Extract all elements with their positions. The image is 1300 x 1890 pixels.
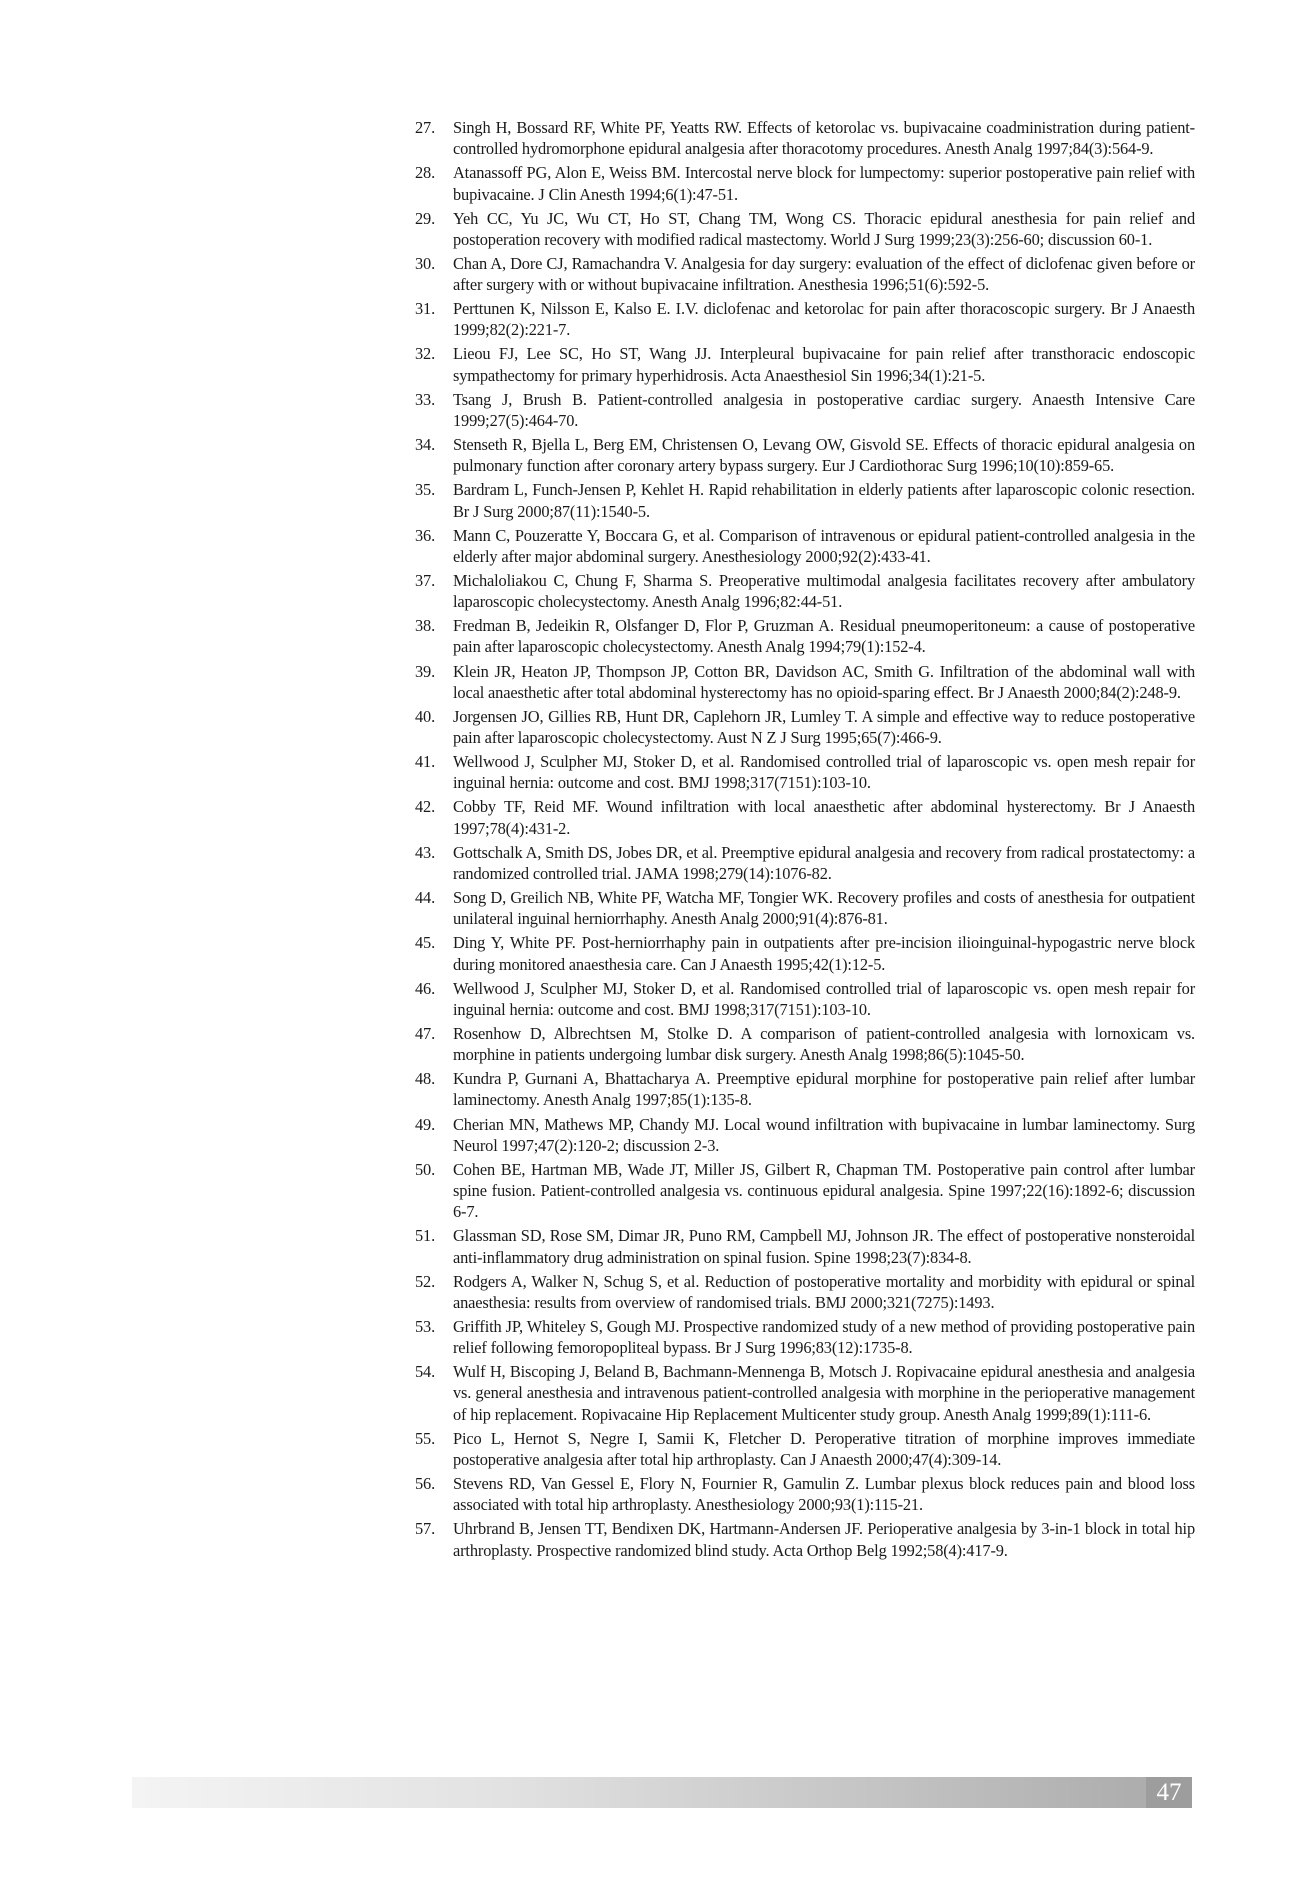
reference-text: Wellwood J, Sculpher MJ, Stoker D, et al. Randomised controlled trial of laparoscopic vs. open mesh repair for inguinal hernia: outcome and cost. BMJ 1998;317(7151):103-10. [453, 752, 1195, 793]
reference-number: 28. [415, 163, 436, 183]
reference-item [415, 751, 1195, 793]
reference-number: 37. [415, 570, 436, 590]
reference-text: Stenseth R, Bjella L, Berg EM, Christensen O, Levang OW, Gisvold SE. Effects of thoracic epidural analgesia on pulmonary function after coronary artery bypass surgery. Eur J Cardiothorac Surg 1996;10(10):859-65. [453, 435, 1195, 476]
reference-item [415, 932, 1195, 974]
reference-number: 30. [415, 253, 436, 273]
reference-number: 34. [415, 435, 436, 455]
reference-item [415, 389, 1195, 431]
reference-item [415, 1361, 1195, 1425]
reference-item [415, 343, 1195, 385]
reference-item [415, 661, 1195, 703]
reference-text: Jorgensen JO, Gillies RB, Hunt DR, Caplehorn JR, Lumley T. A simple and effective way to reduce postoperative pain after laparoscopic cholecystectomy. Aust N Z J Surg 1995;65(7):466-9. [453, 706, 1195, 748]
reference-item [415, 615, 1195, 657]
reference-text: Perttunen K, Nilsson E, Kalso E. I.V. diclofenac and ketorolac for pain after thoracoscopic surgery. Br J Anaesth 1999;82(2):221-7. [453, 299, 1195, 340]
reference-text: Chan A, Dore CJ, Ramachandra V. Analgesia for day surgery: evaluation of the effect of diclofenac given before or after surgery with or without bupivacaine infiltration. Anesthesia 1996;51(6):592-5. [453, 253, 1195, 295]
reference-number: 40. [415, 706, 436, 726]
reference-item [415, 796, 1195, 838]
reference-text: Fredman B, Jedeikin R, Olsfanger D, Flor P, Gruzman A. Residual pneumoperitoneum: a cause of postoperative pain after laparoscopic cholecystectomy. Anesth Analg 1994;79(1):152-4. [453, 616, 1195, 657]
reference-item [415, 1518, 1195, 1560]
reference-item [415, 1023, 1195, 1065]
reference-text: Pico L, Hernot S, Negre I, Samii K, Fletcher D. Peroperative titration of morphine improves immediate postoperative analgesia after total hip arthroplasty. Can J Anaesth 2000;47(4):309-14. [453, 1428, 1195, 1469]
reference-item [415, 253, 1195, 295]
reference-item [415, 1068, 1195, 1110]
reference-text: Tsang J, Brush B. Patient-controlled analgesia in postoperative cardiac surgery. Anaesth Intensive Care 1999;27(5):464-70. [453, 389, 1195, 430]
reference-item [415, 117, 1195, 159]
reference-item [415, 298, 1195, 340]
reference-item [415, 525, 1195, 567]
reference-text: Cohen BE, Hartman MB, Wade JT, Miller JS, Gilbert R, Chapman TM. Postoperative pain control after lumbar spine fusion. Patient-controlled analgesia vs. continuous epidural analgesia. Spine 1997;22(16):1892-6; discussion 6-7. [453, 1159, 1195, 1222]
reference-number: 50. [415, 1159, 436, 1179]
reference-number: 51. [415, 1226, 436, 1246]
reference-item [415, 434, 1195, 476]
reference-number: 43. [415, 842, 436, 862]
reference-text: Yeh CC, Yu JC, Wu CT, Ho ST, Chang TM, Wong CS. Thoracic epidural anesthesia for pain relief and postoperation recovery with modified radical mastectomy. World J Surg 1999;23(3):256-60; discussion 60-1. [453, 208, 1195, 249]
reference-item [415, 887, 1195, 929]
reference-number: 36. [415, 525, 436, 545]
reference-item [415, 1114, 1195, 1156]
reference-list [415, 117, 1195, 1564]
reference-number: 42. [415, 797, 436, 817]
reference-text: Cobby TF, Reid MF. Wound infiltration with local anaesthetic after abdominal hysterectomy. Br J Anaesth 1997;78(4):431-2. [453, 797, 1195, 838]
reference-text: Uhrbrand B, Jensen TT, Bendixen DK, Hartmann-Andersen JF. Perioperative analgesia by 3-in-1 block in total hip arthroplasty. Prospective randomized blind study. Acta Orthop Belg 1992;58(4):417-9. [453, 1519, 1195, 1560]
reference-item [415, 1271, 1195, 1313]
reference-item [415, 162, 1195, 204]
reference-number: 33. [415, 389, 436, 409]
reference-text: Griffith JP, Whiteley S, Gough MJ. Prospective randomized study of a new method of providing postoperative pain relief following femoropopliteal bypass. Br J Surg 1996;83(12):1735-8. [453, 1316, 1195, 1358]
reference-item [415, 842, 1195, 884]
reference-number: 53. [415, 1316, 436, 1336]
reference-number: 35. [415, 480, 436, 500]
page-number: 47 [1146, 1777, 1192, 1808]
reference-item [415, 1428, 1195, 1470]
reference-text: Kundra P, Gurnani A, Bhattacharya A. Preemptive epidural morphine for postoperative pain relief after lumbar laminectomy. Anesth Analg 1997;85(1):135-8. [453, 1069, 1195, 1110]
reference-item [415, 1473, 1195, 1515]
reference-text: Wellwood J, Sculpher MJ, Stoker D, et al. Randomised controlled trial of laparoscopic vs. open mesh repair for inguinal hernia: outcome and cost. BMJ 1998;317(7151):103-10. [453, 978, 1195, 1019]
reference-number: 32. [415, 344, 436, 364]
reference-text: Rosenhow D, Albrechtsen M, Stolke D. A comparison of patient-controlled analgesia with lornoxicam vs. morphine in patients undergoing lumbar disk surgery. Anesth Analg 1998;86(5):1045-50. [453, 1023, 1195, 1065]
reference-number: 52. [415, 1271, 436, 1291]
reference-item [415, 1159, 1195, 1223]
reference-number: 55. [415, 1428, 436, 1448]
reference-number: 48. [415, 1069, 436, 1089]
footer-bar [132, 1777, 1192, 1808]
reference-number: 46. [415, 978, 436, 998]
reference-text: Wulf H, Biscoping J, Beland B, Bachmann-Mennenga B, Motsch J. Ropivacaine epidural anesthesia and analgesia vs. general anesthesia and intravenous patient-controlled analgesia with morphine in the perioperative management of hip replacement. Ropivacaine Hip Replacement Multicenter study group. Anesth Analg 1999;89(1):111-6. [453, 1362, 1195, 1424]
reference-number: 47. [415, 1023, 436, 1043]
reference-text: Bardram L, Funch-Jensen P, Kehlet H. Rapid rehabilitation in elderly patients after laparoscopic colonic resection. Br J Surg 2000;87(11):1540-5. [453, 480, 1195, 521]
reference-number: 38. [415, 616, 436, 636]
reference-text: Gottschalk A, Smith DS, Jobes DR, et al. Preemptive epidural analgesia and recovery from radical prostatectomy: a randomized controlled trial. JAMA 1998;279(14):1076-82. [453, 842, 1195, 883]
reference-text: Song D, Greilich NB, White PF, Watcha MF, Tongier WK. Recovery profiles and costs of anesthesia for outpatient unilateral inguinal herniorrhaphy. Anesth Analg 2000;91(4):876-81. [453, 888, 1195, 929]
reference-number: 54. [415, 1362, 436, 1382]
reference-item [415, 1225, 1195, 1267]
reference-text: Rodgers A, Walker N, Schug S, et al. Reduction of postoperative mortality and morbidity with epidural or spinal anaesthesia: results from overview of randomised trials. BMJ 2000;321(7275):1493. [453, 1271, 1195, 1312]
reference-number: 39. [415, 661, 436, 681]
reference-number: 57. [415, 1519, 436, 1539]
reference-text: Stevens RD, Van Gessel E, Flory N, Fournier R, Gamulin Z. Lumbar plexus block reduces pain and blood loss associated with total hip arthroplasty. Anesthesiology 2000;93(1):115-21. [453, 1474, 1195, 1515]
reference-number: 41. [415, 752, 436, 772]
reference-text: Mann C, Pouzeratte Y, Boccara G, et al. Comparison of intravenous or epidural patient-controlled analgesia in the elderly after major abdominal surgery. Anesthesiology 2000;92(2):433-41. [453, 525, 1195, 566]
reference-number: 29. [415, 208, 436, 228]
reference-text: Atanassoff PG, Alon E, Weiss BM. Intercostal nerve block for lumpectomy: superior postoperative pain relief with bupivacaine. J Clin Anesth 1994;6(1):47-51. [453, 163, 1195, 204]
reference-item [415, 479, 1195, 521]
reference-number: 27. [415, 118, 436, 137]
reference-number: 56. [415, 1474, 436, 1494]
reference-text: Cherian MN, Mathews MP, Chandy MJ. Local wound infiltration with bupivacaine in lumbar laminectomy. Surg Neurol 1997;47(2):120-2; discussion 2-3. [453, 1114, 1195, 1155]
reference-item [415, 208, 1195, 250]
reference-text: Glassman SD, Rose SM, Dimar JR, Puno RM, Campbell MJ, Johnson JR. The effect of postoperative nonsteroidal anti-inflammatory drug administration on spinal fusion. Spine 1998;23(7):834-8. [453, 1226, 1195, 1267]
reference-number: 49. [415, 1114, 436, 1134]
reference-item [415, 570, 1195, 612]
reference-item [415, 706, 1195, 748]
reference-text: Ding Y, White PF. Post-herniorrhaphy pain in outpatients after pre-incision ilioinguinal-hypogastric nerve block during monitored anaesthesia care. Can J Anaesth 1995;42(1):12-5. [453, 933, 1195, 974]
reference-text: Lieou FJ, Lee SC, Ho ST, Wang JJ. Interpleural bupivacaine for pain relief after transthoracic endoscopic sympathectomy for primary hyperhidrosis. Acta Anaesthesiol Sin 1996;34(1):21-5. [453, 344, 1195, 385]
reference-text: Klein JR, Heaton JP, Thompson JP, Cotton BR, Davidson AC, Smith G. Infiltration of the abdominal wall with local anaesthetic after total abdominal hysterectomy has no opioid-sparing effect. Br J Anaesth 2000;84(2):248-9. [453, 661, 1195, 702]
reference-item [415, 978, 1195, 1020]
reference-number: 44. [415, 888, 436, 908]
reference-text: Singh H, Bossard RF, White PF, Yeatts RW. Effects of ketorolac vs. bupivacaine coadministration during patient-controlled hydromorphone epidural analgesia after thoracotomy procedures. Anesth Analg 1997;84(3):564-9. [453, 118, 1195, 159]
reference-number: 31. [415, 299, 436, 319]
reference-text: Michaloliakou C, Chung F, Sharma S. Preoperative multimodal analgesia facilitates recovery after ambulatory laparoscopic cholecystectomy. Anesth Analg 1996;82:44-51. [453, 570, 1195, 612]
reference-number: 45. [415, 933, 436, 953]
reference-item [415, 1316, 1195, 1358]
